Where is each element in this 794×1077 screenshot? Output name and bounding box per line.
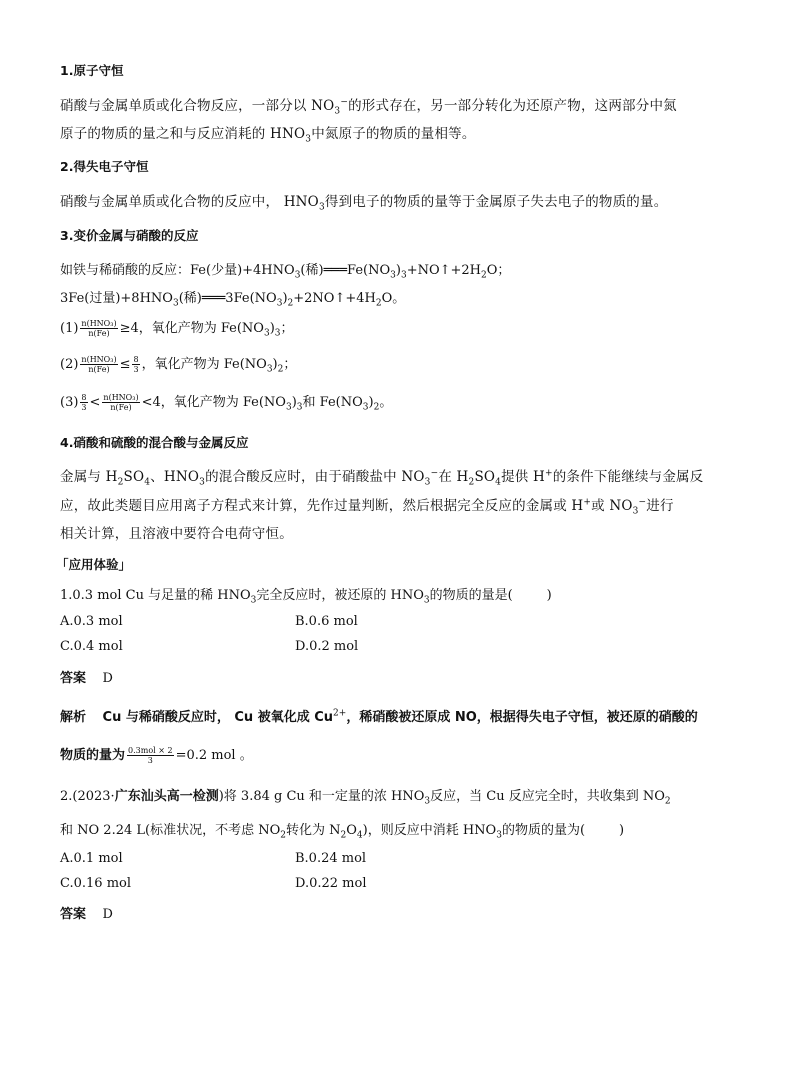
q1-explanation-line1: 解析 Cu 与稀硝酸反应时， Cu 被氧化成 $Cu^{2+}$，稀硝酸被还原成 NO，根据得失电子守恒，被还原的硝酸的: [60, 708, 698, 725]
section-title-electron-conservation: 2.得失电子守恒: [60, 159, 149, 174]
question-2-stem-line1: 2.(2023·广东汕头高一检测)将 3.84 g Cu 和一定量的浓 $HNO_3$反应，当 Cu 反应完全时，共收集到 $NO_2$: [60, 789, 671, 807]
eight-thirds-fraction: $\frac{8}{3}$: [133, 355, 139, 374]
paragraph-atom-conservation-line1: 硝酸与金属单质或化合物反应，一部分以 $NO_3^-$的形式存在，另一部分转化为还原产物，这两部分中氮: [60, 97, 677, 117]
q1-option-d[interactable]: D.0.2 mol: [295, 639, 359, 654]
question-2-stem-line2: 和 NO 2.24 L(标准状况，不考虑 $NO_2$转化为 $N_2O_4$)，则反应中消耗 $HNO_3$的物质的量为( ): [60, 823, 625, 841]
eight-thirds-fraction: $\frac{8}{3}$: [81, 393, 87, 412]
q1-option-c[interactable]: C.0.4 mol: [60, 639, 123, 654]
section-title-variable-valence: 3.变价金属与硝酸的反应: [60, 228, 199, 243]
equation-fe-limited: 如铁与稀硝酸的反应：Fe(少量)$+4HNO_3$(稀)$═══Fe(NO_3)_3+NO↑+2H_2O$；: [60, 263, 511, 281]
equation-fe-excess: 3Fe(过量)$+8HNO_3$(稀)$═══3Fe(NO_3)_2+2NO↑+4H_2O$。: [60, 291, 406, 309]
calc-fraction: $\frac{\text{0.3mol × 2}}{3}$: [128, 746, 173, 765]
q2-option-c[interactable]: C.0.16 mol: [60, 876, 132, 891]
ratio-fraction: $\frac{\text{n(HNO₃)}}{n(Fe)}$: [81, 355, 117, 374]
condition-1: (1) $\frac{\text{n(HNO₃)}}{n(Fe)}$ ≥4，氧化产物为 $Fe(NO_3)_3$；: [60, 319, 294, 339]
paragraph-mixed-acid-line2: 应，故此类题目应用离子方程式来计算，先作过量判断，然后根据完全反应的金属或 H+或 $NO_3^-$进行: [60, 497, 674, 517]
paragraph-electron-conservation: 硝酸与金属单质或化合物的反应中， $HNO_3$得到电子的物质的量等于金属原子失去电子的物质的量。: [60, 194, 668, 213]
q2-option-d[interactable]: D.0.22 mol: [295, 876, 367, 891]
paragraph-atom-conservation-line2: 原子的物质的量之和与反应消耗的 $HNO_3$中氮原子的物质的量相等。: [60, 126, 476, 145]
q1-answer: 答案 D: [60, 671, 113, 686]
ratio-fraction: $\frac{\text{n(HNO₃)}}{n(Fe)}$: [103, 393, 139, 412]
q1-option-a[interactable]: A.0.3 mol: [60, 614, 123, 629]
q1-explanation-line2: 物质的量为 $\frac{\text{0.3mol × 2}}{3}$ =0.2 mol 。: [60, 746, 253, 765]
section-title-atom-conservation: 1.原子守恒: [60, 63, 124, 78]
section-title-mixed-acid: 4.硝酸和硫酸的混合酸与金属反应: [60, 435, 249, 450]
condition-2: (2) $\frac{\text{n(HNO₃)}}{n(Fe)}$ ≤ $\frac{8}{3}$ ，氧化产物为 $Fe(NO_3)_2$；: [60, 355, 297, 375]
q2-answer: 答案 D: [60, 907, 113, 922]
condition-3: (3) $\frac{8}{3}$ < $\frac{\text{n(HNO₃)}}{n(Fe)}$ <4，氧化产物为 $Fe(NO_3)_3$和 $Fe(NO_3)_2$。: [60, 393, 393, 413]
q2-option-a[interactable]: A.0.1 mol: [60, 851, 123, 866]
paragraph-mixed-acid-line1: 金属与 $H_2SO_4$、$HNO_3$的混合酸反应时，由于硝酸盐中 $NO_3^-$在 $H_2SO_4$提供 H+的条件下能继续与金属反: [60, 468, 704, 488]
apply-experience-heading: 「应用体验」: [56, 557, 132, 572]
q1-option-b[interactable]: B.0.6 mol: [295, 614, 358, 629]
paragraph-mixed-acid-line3: 相关计算，且溶液中要符合电荷守恒。: [60, 526, 293, 542]
q2-option-b[interactable]: B.0.24 mol: [295, 851, 367, 866]
question-1-stem: 1.0.3 mol Cu 与足量的稀 $HNO_3$完全反应时，被还原的 $HNO_3$的物质的量是( ): [60, 588, 552, 606]
ratio-fraction: $\frac{\text{n(HNO₃)}}{n(Fe)}$: [81, 319, 117, 338]
